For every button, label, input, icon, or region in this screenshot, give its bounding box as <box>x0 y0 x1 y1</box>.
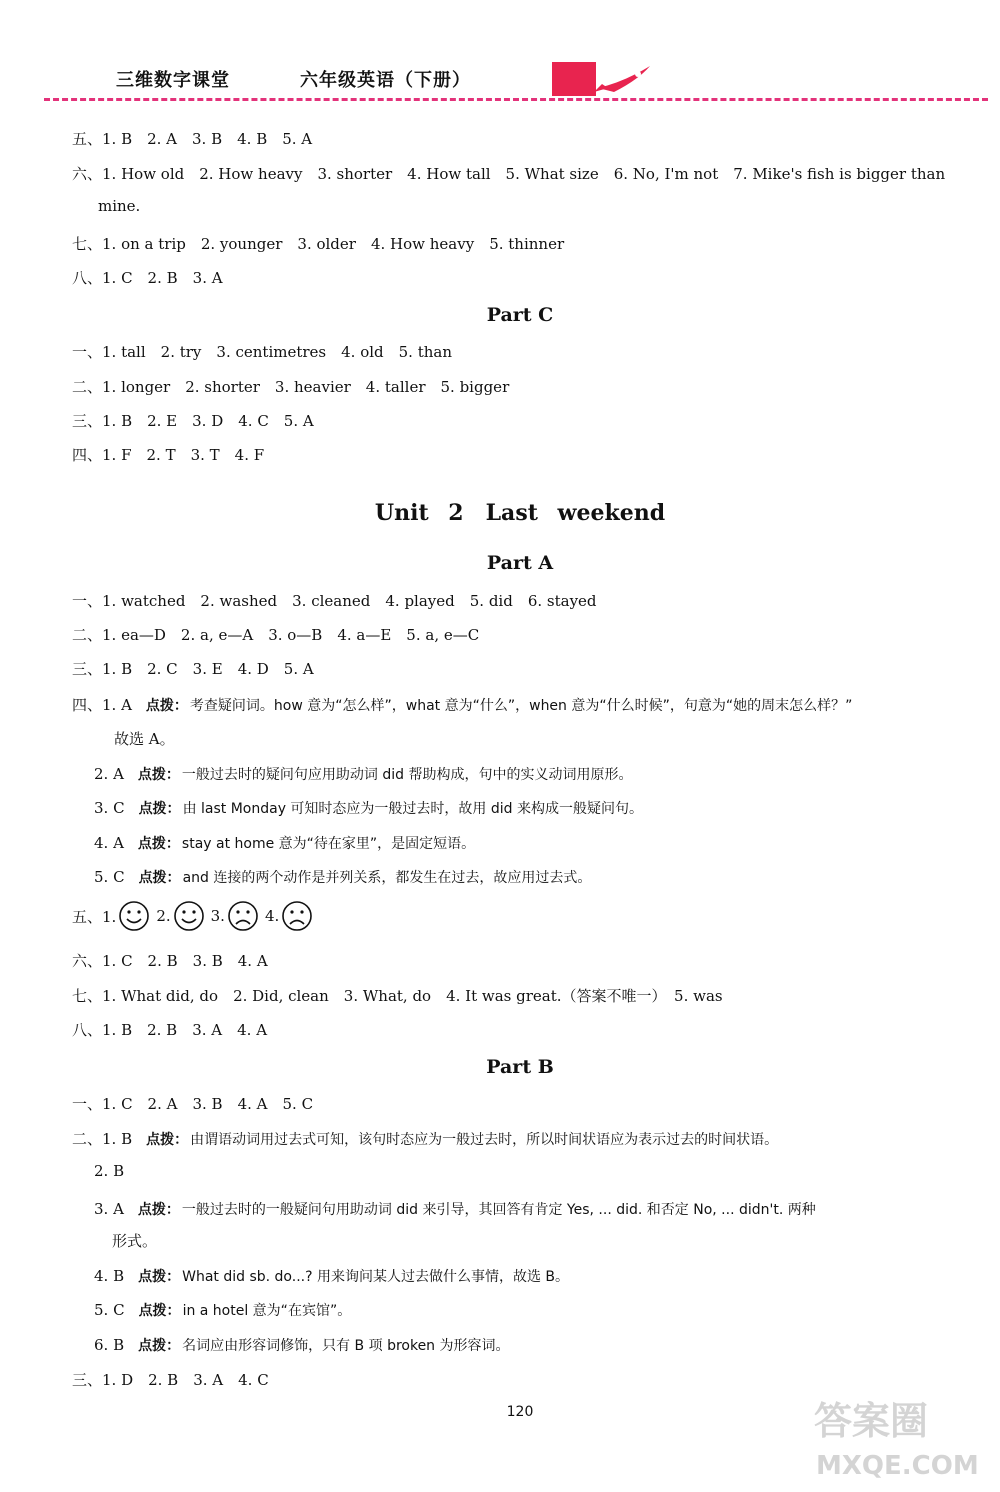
item-number: 3. A <box>94 1200 124 1218</box>
part-a-heading: Part A <box>486 552 554 574</box>
part-a-si-item <box>72 694 852 715</box>
answer-line-ba: 八、1. C 2. B 3. A <box>72 269 223 287</box>
page-number: 120 <box>506 1404 534 1420</box>
tip-text: What did sb. do...? 用来询问某人过去做什么事情，故选 B。 <box>182 1269 570 1285</box>
item-number: 4. B <box>94 1267 125 1285</box>
item-number: 5. C <box>94 1301 125 1319</box>
part-b-er-item <box>94 1300 351 1320</box>
item-number: 5. C <box>94 868 125 886</box>
part-a-wu-faces <box>72 900 319 932</box>
part-a-line-ba: 八、1. B 2. B 3. A 4. A <box>72 1021 268 1039</box>
sad-face-icon <box>227 900 259 932</box>
part-a-si-cont: 故选 A。 <box>114 730 175 748</box>
watermark-logo <box>806 1392 996 1488</box>
part-a-line-liu: 六、1. C 2. B 3. B 4. A <box>72 952 268 970</box>
smiley-face-icon <box>118 900 150 932</box>
part-a-si-item <box>94 833 475 853</box>
face-label: 五、1. <box>72 907 117 926</box>
item-number: 3. C <box>94 799 125 817</box>
unit-title: Unit 2 Last weekend <box>374 500 666 526</box>
part-b-er-item <box>94 1162 124 1180</box>
tip-label: 点拨： <box>137 836 180 852</box>
tip-label: 点拨： <box>138 801 181 817</box>
answer-line-liu-cont: mine. <box>98 197 141 215</box>
smiley-face-icon <box>173 900 205 932</box>
face-label: 3. <box>210 907 225 925</box>
part-b-er-item <box>94 1266 569 1286</box>
part-a-si-item <box>94 764 632 784</box>
part-b-line-yi: 一、1. C 2. A 3. B 4. A 5. C <box>72 1095 314 1113</box>
tip-label: 点拨： <box>138 1303 181 1319</box>
tip-text: 一般过去时的疑问句应用助动词 did 帮助构成，句中的实义动词用原形。 <box>181 767 633 783</box>
tip-text: stay at home 意为“待在家里”，是固定短语。 <box>181 836 476 852</box>
part-b-er-item <box>94 1335 510 1355</box>
svg-text:MXQE.COM: MXQE.COM <box>816 1451 979 1481</box>
part-b-line-san: 三、1. D 2. B 3. A 4. C <box>72 1371 269 1389</box>
item-number: 2. B <box>94 1162 125 1180</box>
book-title: 六年级英语（下册） <box>300 70 471 91</box>
item-number: 二、1. B <box>72 1130 133 1148</box>
svg-text:答案圈: 答案圈 <box>814 1399 929 1443</box>
part-c-line-si: 四、1. F 2. T 3. T 4. F <box>72 446 265 464</box>
sad-face-icon <box>281 900 313 932</box>
part-b-er-cont: 形式。 <box>112 1232 158 1250</box>
tip-label: 点拨： <box>137 1202 180 1218</box>
part-c-line-er: 二、1. longer 2. shorter 3. heavier 4. taller 5. bigger <box>72 378 510 396</box>
answer-line-qi: 七、1. on a trip 2. younger 3. older 4. How heavy 5. thinner <box>72 235 565 253</box>
part-c-line-san: 三、1. B 2. E 3. D 4. C 5. A <box>72 412 314 430</box>
tip-text: 一般过去时的一般疑问句用助动词 did 来引导，其回答有肯定 Yes, ... did. 和否定 No, ... didn't. 两种 <box>181 1202 816 1218</box>
tip-text: in a hotel 意为“在宾馆”。 <box>182 1303 352 1319</box>
tip-label: 点拨： <box>138 1338 181 1354</box>
item-number: 6. B <box>94 1336 125 1354</box>
tip-label: 点拨： <box>138 1269 181 1285</box>
tip-label: 点拨： <box>137 767 180 783</box>
part-a-si-item <box>94 867 591 887</box>
series-title: 三维数字课堂 <box>116 70 230 91</box>
part-a-line-er: 二、1. ea—D 2. a, e—A 3. o—B 4. a—E 5. a, e—C <box>72 626 480 644</box>
tip-text: 考查疑问词。how 意为“怎么样”，what 意为“什么”，when 意为“什么时候”，句意为“她的周末怎么样？” <box>189 698 853 714</box>
part-b-er-item <box>94 1199 816 1219</box>
part-c-line-yi: 一、1. tall 2. try 3. centimetres 4. old 5. than <box>72 343 452 361</box>
tip-label: 点拨： <box>146 1132 189 1148</box>
item-number: 4. A <box>94 834 124 852</box>
item-number: 四、1. A <box>72 696 132 714</box>
face-label: 2. <box>156 907 171 925</box>
part-a-si-item <box>94 798 643 818</box>
face-label: 4. <box>264 907 280 925</box>
item-number: 2. A <box>94 765 124 783</box>
tip-text: 由谓语动词用过去式可知，该句时态应为一般过去时，所以时间状语应为表示过去的时间状语。 <box>190 1132 779 1148</box>
tip-text: 名词应由形容词修饰，只有 B 项 broken 为形容词。 <box>182 1338 510 1354</box>
header-accent-block <box>552 62 596 96</box>
answer-line-wu: 五、1. B 2. A 3. B 4. B 5. A <box>72 130 313 148</box>
part-b-heading: Part B <box>486 1056 554 1078</box>
tip-text: 由 last Monday 可知时态应为一般过去时，故用 did 来构成一般疑问句。 <box>182 801 643 817</box>
tip-label: 点拨： <box>138 870 181 886</box>
tip-text: and 连接的两个动作是并列关系，都发生在过去，故应用过去式。 <box>182 870 592 886</box>
part-b-er-item <box>72 1128 778 1149</box>
answer-line-liu: 六、1. How old 2. How heavy 3. shorter 4. How tall 5. What size 6. No, I'm not 7. Mike's fish is bigger than <box>72 165 946 183</box>
part-c-heading: Part C <box>486 304 554 326</box>
tip-label: 点拨： <box>145 698 188 714</box>
page-header <box>0 0 1000 110</box>
header-divider <box>44 98 988 101</box>
rocket-icon <box>594 58 654 98</box>
part-a-line-yi: 一、1. watched 2. washed 3. cleaned 4. played 5. did 6. stayed <box>72 592 597 610</box>
part-a-line-qi: 七、1. What did, do 2. Did, clean 3. What, do 4. It was great.（答案不唯一） 5. was <box>72 987 723 1005</box>
part-a-line-san: 三、1. B 2. C 3. E 4. D 5. A <box>72 660 314 678</box>
